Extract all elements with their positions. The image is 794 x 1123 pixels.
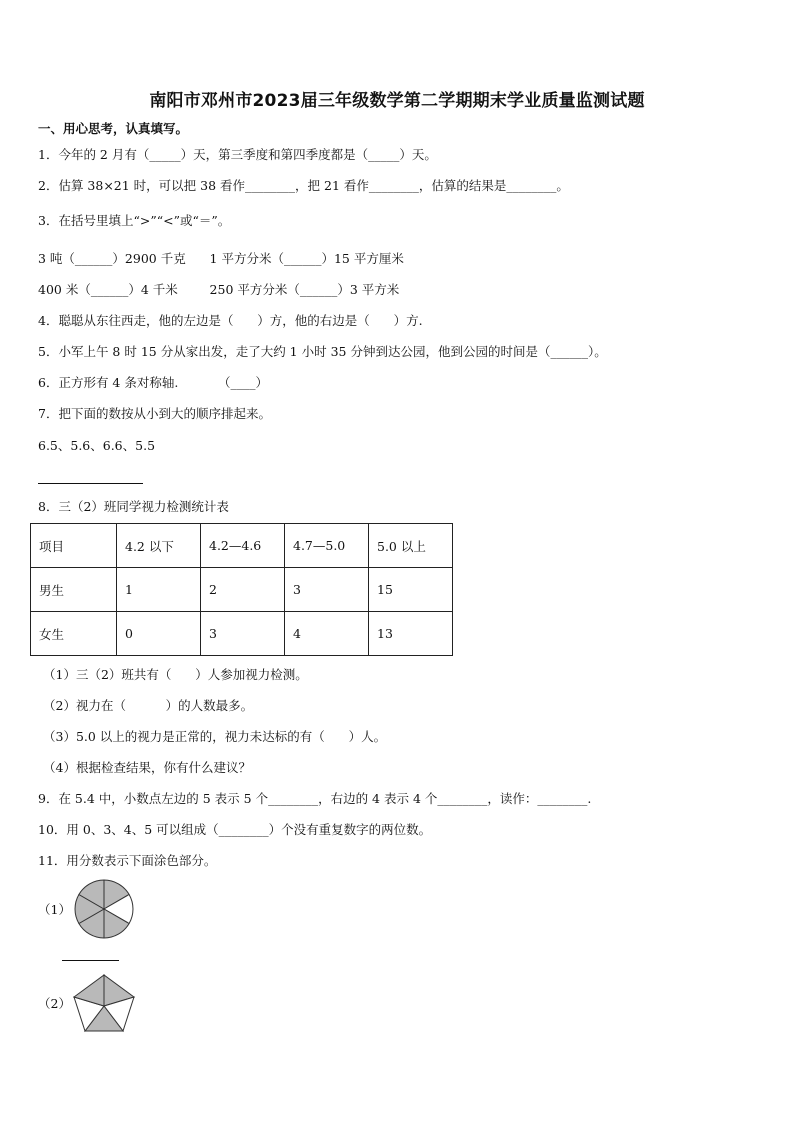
question-7-numbers: 6.5、5.6、6.6、5.5 [38,438,156,453]
question-2: 2．估算 38×21 时，可以把 38 看作________，把 21 看作________，估算的结果是________。 [38,178,569,193]
table-header-cell: 4.7—5.0 [285,524,369,568]
question-9: 9．在 5.4 中，小数点左边的 5 表示 5 个________，右边的 4 表示 4 个________，读作：________. [38,791,592,806]
shaded-pentagon-figure [70,972,138,1034]
table-row [31,612,453,656]
table-header-cell: 4.2 以下 [117,524,201,568]
table-cell: 4 [285,612,369,656]
question-6: 6．正方形有 4 条对称轴. （____） [38,375,269,390]
question-3: 3．在括号里填上“>”“<”或“＝”。 [38,213,231,228]
question-3-row-2: 400 米（______）4 千米 250 平方分米（______）3 平方米 [38,282,400,297]
figure-2-label: （2） [38,996,71,1011]
table-cell: 13 [369,612,453,656]
table-row [31,568,453,612]
section-heading: 一、用心思考，认真填写。 [38,121,189,136]
answer-line [62,960,119,961]
vision-stats-table [30,523,453,656]
question-5: 5．小军上午 8 时 15 分从家出发，走了大约 1 小时 35 分钟到达公园，他到公园的时间是（______）。 [38,344,607,359]
table-header-cell: 4.2—4.6 [201,524,285,568]
table-cell: 1 [117,568,201,612]
question-8-part-3: （3）5.0 以上的视力是正常的，视力未达标的有（ ）人。 [43,729,387,744]
question-8-part-4: （4）根据检查结果，你有什么建议？ [43,760,251,775]
shaded-circle-figure [72,877,136,941]
table-cell: 女生 [31,612,117,656]
question-4: 4．聪聪从东往西走，他的左边是（ ）方，他的右边是（ ）方. [38,313,423,328]
question-10: 10．用 0、3、4、5 可以组成（________）个没有重复数字的两位数。 [38,822,432,837]
question-3-row-1: 3 吨（______）2900 千克 1 平方分米（______）15 平方厘米 [38,251,404,266]
table-cell: 男生 [31,568,117,612]
table-header-cell: 5.0 以上 [369,524,453,568]
question-8: 8．三（2）班同学视力检测统计表 [38,499,229,514]
page-title: 南阳市邓州市2023届三年级数学第二学期期末学业质量监测试题 [149,91,645,111]
table-cell: 3 [285,568,369,612]
question-7: 7．把下面的数按从小到大的顺序排起来。 [38,406,271,421]
table-header-row [31,524,453,568]
table-header-cell: 项目 [31,524,117,568]
table-cell: 3 [201,612,285,656]
question-8-part-1: （1）三（2）班共有（ ）人参加视力检测。 [43,667,308,682]
table-cell: 2 [201,568,285,612]
figure-1-label: （1） [38,902,71,917]
question-11: 11．用分数表示下面涂色部分。 [38,853,217,868]
answer-line [38,483,143,484]
table-cell: 15 [369,568,453,612]
table-cell: 0 [117,612,201,656]
question-1: 1．今年的 2 月有（_____）天，第三季度和第四季度都是（_____）天。 [38,147,437,162]
question-8-part-2: （2）视力在（ ）的人数最多。 [43,698,254,713]
